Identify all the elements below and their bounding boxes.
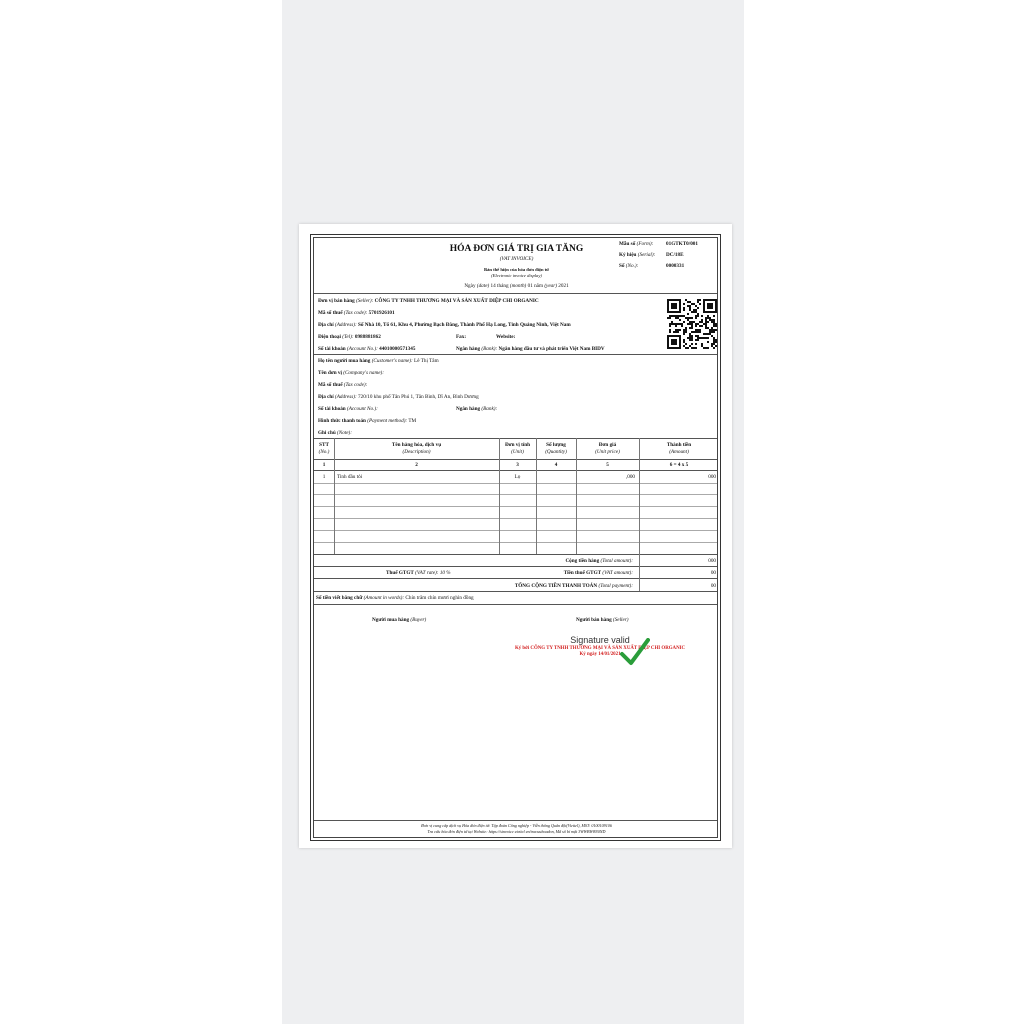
buyer-tax-label: Mã số thuế [318, 382, 343, 388]
seller-sign-label: Người bán hàng [576, 617, 612, 623]
invoice-inner-frame [313, 237, 718, 838]
vat-amount-label: Tiền thuế GTGT [563, 570, 602, 576]
buyer-payment-label-en: (Payment method): [367, 418, 408, 424]
words-label-en: (Amount in words): [363, 595, 405, 601]
buyer-note-label: Ghi chú [318, 430, 336, 436]
total-label: TỔNG CỘNG TIỀN THANH TOÁN [514, 583, 598, 589]
vat-amount-value: 00 [710, 570, 716, 576]
buyer-customer-row [318, 358, 439, 364]
seller-phone: 0988881862 [354, 334, 381, 340]
no-label: Số [619, 263, 625, 269]
words-label: Số tiền viết bằng chữ [316, 595, 363, 601]
invoice-number-value: 0000331 [666, 263, 685, 269]
table-row-line [314, 542, 717, 543]
total-value: 00 [710, 583, 716, 589]
table-top-line [314, 438, 717, 439]
buyer-note-label-en: (Note): [337, 430, 353, 436]
seller-account-row [318, 346, 415, 352]
qr-code-icon [667, 299, 717, 349]
seller-tax-row [318, 310, 395, 316]
buyer-customer-label-en: (Customer's name): [371, 358, 413, 364]
table-col-divider [334, 438, 335, 554]
table-col-divider [576, 438, 577, 554]
table-row-line [314, 518, 717, 519]
buyer-sign-label: Người mua hàng [372, 617, 410, 623]
invoice-subtitle: (VAT INVOICE) [499, 256, 534, 262]
seller-fax-label: Fax: [456, 334, 467, 340]
header-divider [314, 293, 717, 294]
subtotal-row [565, 558, 633, 564]
form-label: Mẫu số [619, 241, 636, 247]
buyer-tax-label-en: (Tax code): [343, 382, 368, 388]
seller-account-label: Số tài khoản [318, 346, 346, 352]
seller-address-row [318, 322, 571, 328]
seller-name: CÔNG TY TNHH THƯƠNG MẠI VÀ SẢN XUẤT DIỆP CHI ORGANIC [374, 298, 539, 304]
seller-name-label: Đơn vị bán hàng [318, 298, 355, 304]
table-row-line [314, 530, 717, 531]
table-row-line [314, 494, 717, 495]
seller-phone-row [318, 334, 381, 340]
col-header-no: STT [319, 442, 329, 448]
subtotal-label-en: (Total amount): [600, 558, 633, 564]
form-number [619, 241, 653, 247]
col-header-amount: Thành tiền [666, 442, 692, 448]
buyer-signature-label [372, 617, 426, 623]
date-label: Ngày [464, 283, 476, 289]
col-header-quantity-en: (Quantity) [545, 449, 567, 455]
seller-bank-row [456, 346, 605, 352]
seller-tax-code: 5701926101 [368, 310, 395, 316]
buyer-account-row [318, 406, 378, 412]
seller-bank-label-en: (Bank): [481, 346, 498, 352]
table-index-line [314, 470, 717, 471]
buyer-customer-label: Họ tên người mua hàng [318, 358, 371, 364]
vat-rate-value: 10 % [439, 570, 451, 576]
buyer-note-row [318, 430, 352, 436]
vat-amount-label-en: (VAT amount): [602, 570, 633, 576]
col-header-unit: Đơn vị tính [504, 442, 531, 448]
amount-in-words: Chín trăm chín mươi nghìn đồng [405, 595, 474, 601]
seller-phone-label-en: (Tel): [342, 334, 354, 340]
col-index-4: 4 [554, 462, 558, 468]
seller-signature-label [576, 617, 629, 623]
table-header-line [314, 459, 717, 460]
seller-name-row [318, 298, 539, 304]
subtotal-label: Cộng tiền hàng [565, 558, 600, 564]
totals-divider [639, 554, 640, 591]
form-label-en: (Form): [636, 241, 654, 247]
buyer-account-label: Số tài khoản [318, 406, 346, 412]
table-col-divider [536, 438, 537, 554]
invoice-frame [310, 234, 721, 841]
checkmark-icon [620, 638, 650, 666]
seller-sign-label-en: (Seller) [612, 617, 629, 623]
seller-account-label-en: (Account No.): [346, 346, 378, 352]
footer-divider [314, 820, 717, 821]
date-year: 2021 [558, 283, 569, 289]
table-bottom-line [314, 554, 717, 555]
buyer-company-label: Tên đơn vị [318, 370, 342, 376]
buyer-sign-label-en: (Buyer) [410, 617, 427, 623]
col-header-amount-en: (Amount) [669, 449, 689, 455]
footer-provider: Đơn vị cung cấp dịch vụ Hóa đơn điện tử: Tập đoàn Công nghiệp - Viễn thông Quân đội(Viettel), MST: 0100109106 [421, 823, 612, 828]
col-index-5: 5 [606, 462, 609, 468]
col-header-unit-price: Đơn giá [598, 442, 617, 448]
col-header-quantity: Số lượng [546, 442, 566, 448]
totals-line [314, 578, 717, 579]
row-no: 1 [322, 474, 326, 480]
words-divider [314, 604, 717, 605]
seller-address-label: Địa chỉ [318, 322, 334, 328]
seller-phone-label: Điện thoại [318, 334, 341, 340]
table-col-divider [499, 438, 500, 554]
display-note: Bản thể hiện của hóa đơn điện tử [484, 267, 549, 272]
display-note-en: (Electronic invoice display) [491, 273, 542, 278]
signed-by: Ký bởi CÔNG TY TNHH THƯƠNG MẠI VÀ SẢN XUẤT DIỆP CHI ORGANIC [514, 646, 686, 651]
row-unit: Lọ [514, 474, 521, 480]
invoice-sheet [299, 224, 732, 848]
year-label-en: (year) [544, 283, 557, 289]
buyer-payment-label: Hình thức thanh toán [318, 418, 366, 424]
buyer-address-label-en: (Address): [335, 394, 357, 400]
amount-in-words-row [316, 595, 474, 601]
seller-tax-label-en: (Tax code): [343, 310, 368, 316]
no-label-en: (No.): [625, 263, 639, 269]
buyer-address: 720/10 khu phố Tân Phú 1, Tân Bình, Dĩ An, Bình Dương [358, 394, 479, 400]
buyer-address-label: Địa chỉ [318, 394, 334, 400]
buyer-payment-row [318, 418, 416, 424]
seller-website-label: Website: [496, 334, 516, 340]
buyer-company-row [318, 370, 384, 376]
seller-bank-label: Ngân hàng [456, 346, 481, 352]
vat-rate-row [386, 570, 451, 576]
col-header-no-en: (No.) [318, 449, 330, 455]
buyer-customer: Lê Thị Tâm [414, 358, 439, 364]
serial-label-en: (Serial): [637, 252, 656, 258]
vat-amount-row [564, 570, 633, 576]
totals-line [314, 566, 717, 567]
seller-address: Số Nhà 10, Tổ 61, Khu 4, Phường Bạch Đằng, Thành Phố Hạ Long, Tỉnh Quảng Ninh, Việt Nam [358, 322, 571, 328]
signature-valid: Signature valid [570, 635, 630, 645]
serial-label: Ký hiệu [619, 252, 637, 258]
seller-address-label-en: (Address): [335, 322, 357, 328]
year-label: năm [534, 283, 544, 289]
row-description: Tinh dầu tỏi [337, 474, 363, 480]
date-month: 01 [527, 283, 533, 289]
total-row [515, 583, 633, 589]
invoice-number [619, 263, 638, 269]
buyer-company-label-en: (Company's name): [343, 370, 384, 376]
serial-number [619, 252, 655, 258]
col-header-unit-price-en: (Unit price) [595, 449, 620, 455]
date-label-en: (date) [476, 283, 490, 289]
month-label-en: (month) [509, 283, 527, 289]
table-col-divider [639, 438, 640, 554]
table-row-line [314, 483, 717, 484]
col-index-3: 3 [516, 462, 519, 468]
buyer-tax-row [318, 382, 367, 388]
col-header-description-en: (Description) [402, 449, 431, 455]
seller-account: 44010000571345 [379, 346, 416, 352]
invoice-date [314, 283, 719, 289]
total-label-en: (Total payment): [598, 583, 633, 589]
vat-rate-label: Thuế GTGT [386, 570, 414, 576]
totals-line [314, 591, 717, 592]
buyer-bank-label: Ngân hàng [456, 406, 481, 412]
seller-divider [314, 354, 717, 355]
col-index-1: 1 [322, 462, 326, 468]
buyer-bank-label-en: (Bank): [481, 406, 498, 412]
seller-bank: Ngân hàng đầu tư và phát triển Việt Nam BIDV [498, 346, 605, 352]
buyer-payment: TM [408, 418, 417, 424]
row-unit-price: ,000 [625, 474, 635, 480]
signed-date: Ký ngày 14/01/2021 [579, 652, 621, 657]
row-amount: 000 [708, 474, 716, 480]
form-value: 01GTKT0/001 [666, 241, 698, 247]
seller-tax-label: Mã số thuế [318, 310, 343, 316]
date-day: 14 [490, 283, 496, 289]
col-index-2: 2 [415, 462, 418, 468]
buyer-account-label-en: (Account No.): [346, 406, 378, 412]
subtotal-value: 000 [708, 558, 716, 564]
col-header-description: Tên hàng hóa, dịch vụ [391, 442, 442, 448]
col-index-6: 6 = 4 x 5 [669, 462, 689, 468]
col-header-unit-en: (Unit) [511, 449, 524, 455]
serial-value: DC/18E [666, 252, 684, 258]
seller-name-label-en: (Seller): [356, 298, 374, 304]
invoice-title: HÓA ĐƠN GIÁ TRỊ GIA TĂNG [449, 244, 584, 254]
table-row-line [314, 506, 717, 507]
month-label: tháng [497, 283, 509, 289]
footer-lookup: Tra cứu hóa đơn điện tử tại Website: https://sinvoice.viettel.vn/tracuuhoadon, Mã số bí mật 3WWBW8N0ND [427, 829, 606, 834]
buyer-bank-row [456, 406, 497, 412]
buyer-address-row [318, 394, 479, 400]
vat-rate-label-en: (VAT rate): [415, 570, 439, 576]
